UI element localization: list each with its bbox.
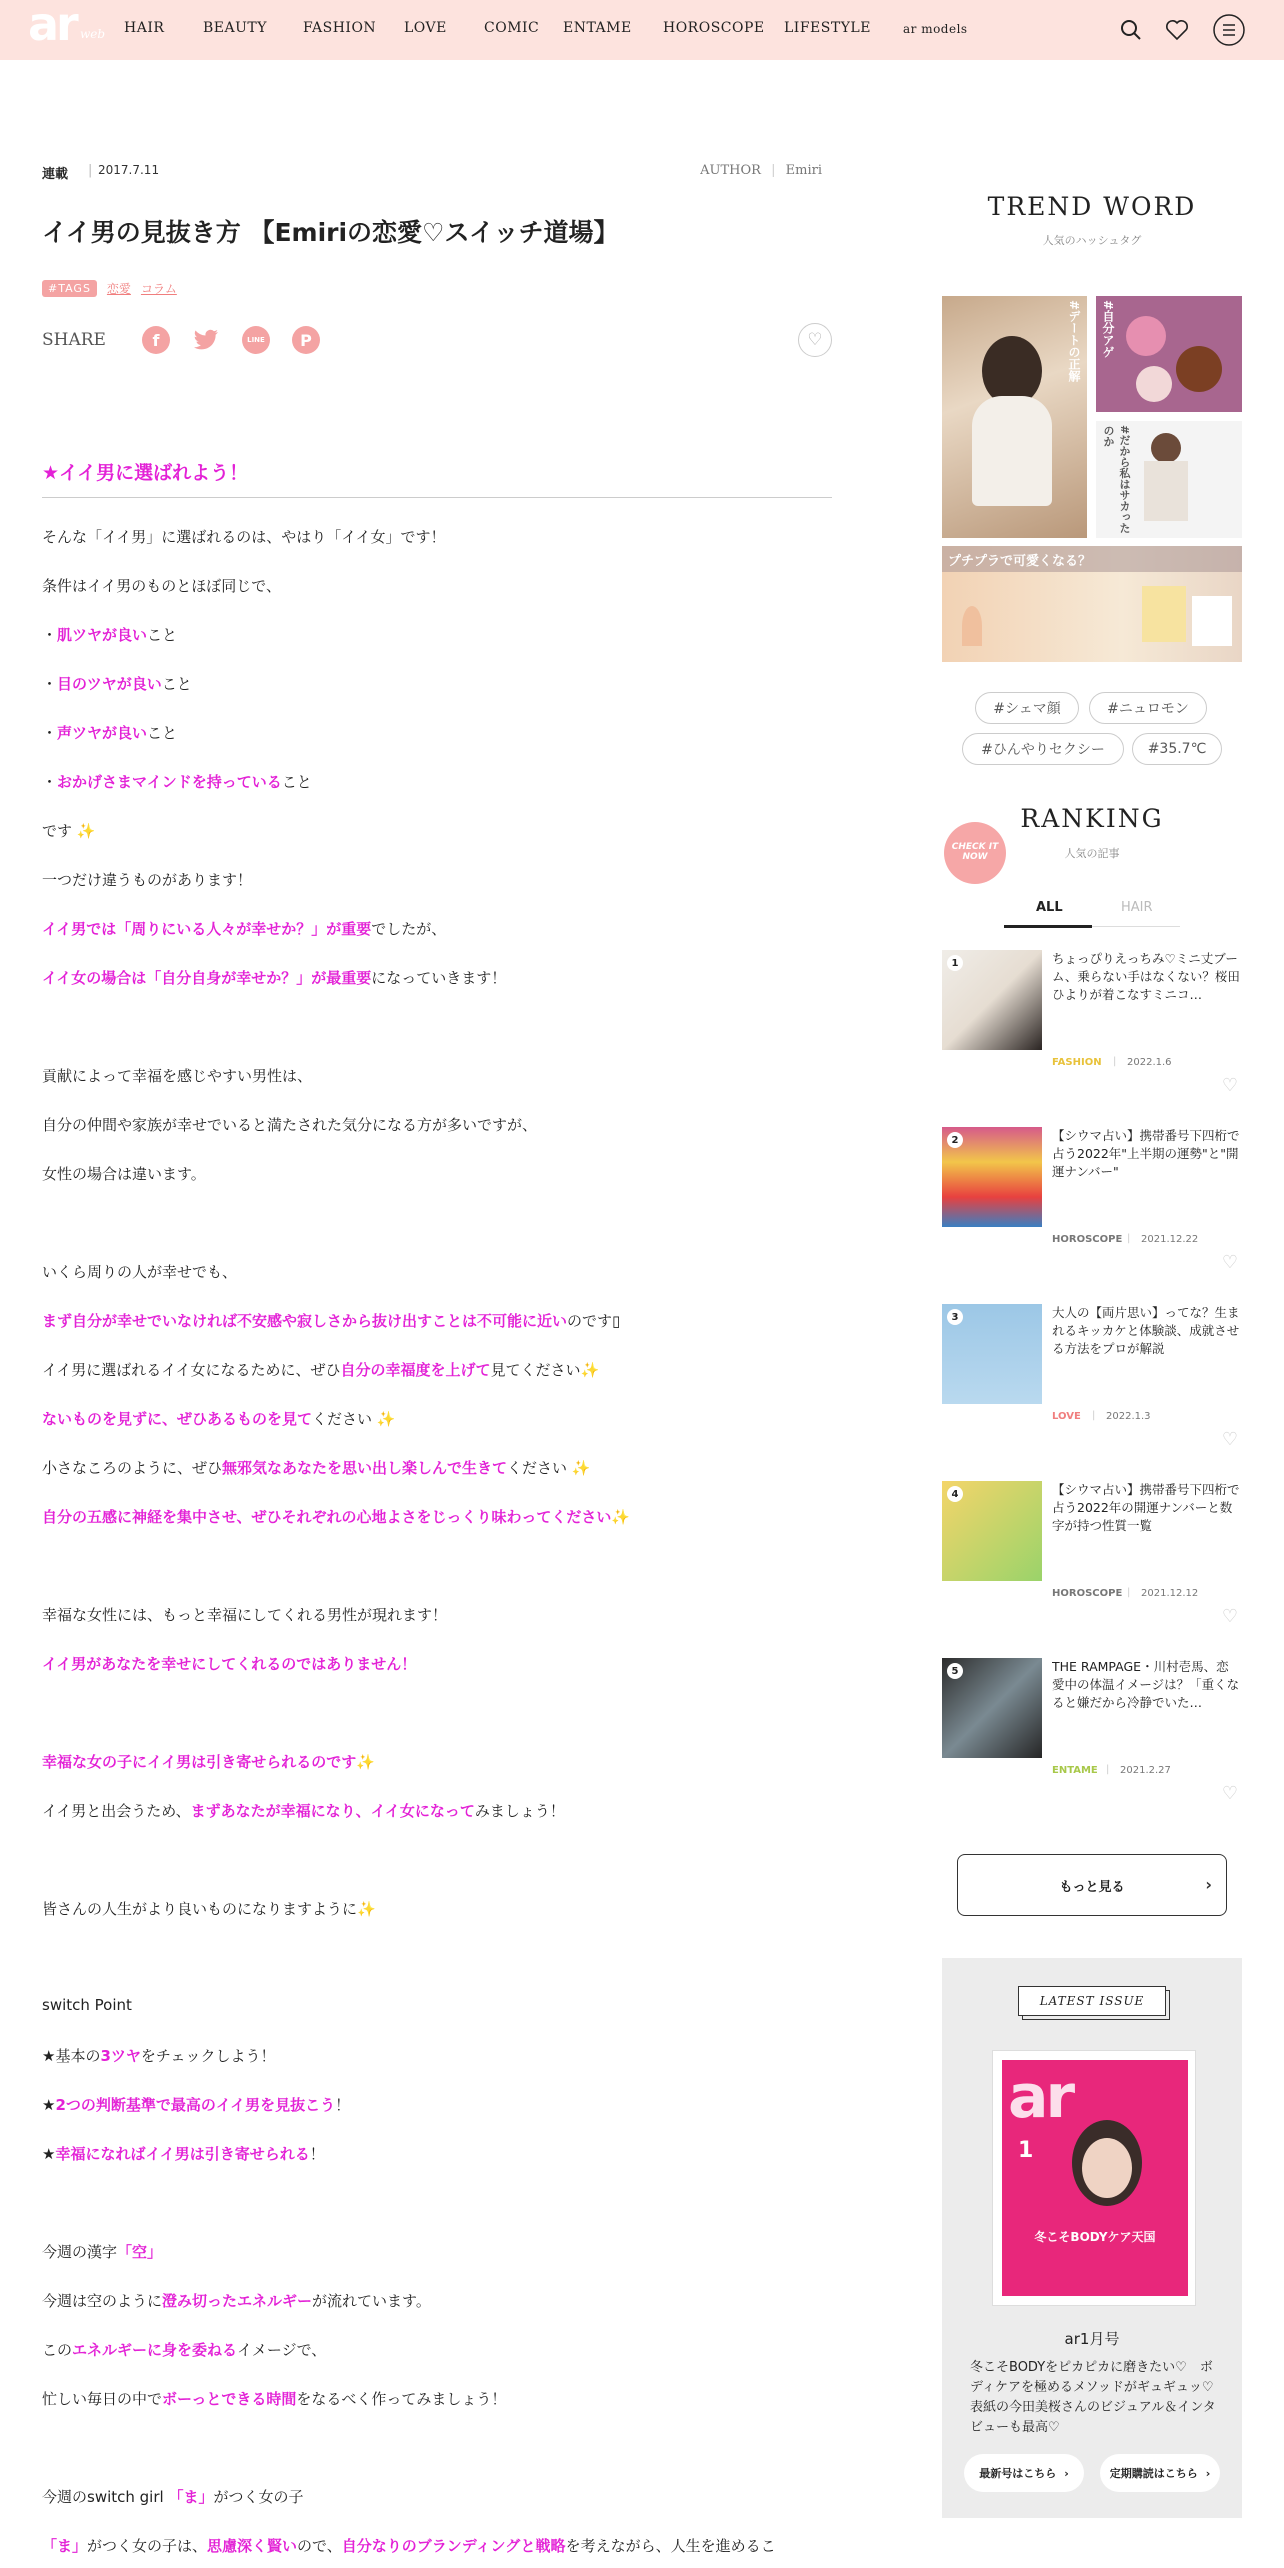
- ranking-category[interactable]: HOROSCOPE: [1052, 1588, 1123, 1599]
- article-paragraph: [42, 575, 281, 596]
- check-it-now-badge: CHECK IT NOW: [944, 822, 1006, 884]
- site-logo[interactable]: ar web: [28, 0, 106, 51]
- highlight-text: 肌ツヤが良い: [57, 626, 148, 644]
- trend-image-self[interactable]: [1096, 296, 1242, 412]
- latest-issue-button[interactable]: [964, 2454, 1084, 2492]
- ranking-item[interactable]: [942, 1658, 1242, 1818]
- body-text: ・: [42, 773, 58, 791]
- ranking-item[interactable]: [942, 1304, 1242, 1464]
- body-text: イメージで、: [237, 2341, 327, 2359]
- article-paragraph: [42, 2535, 776, 2556]
- tab-hair[interactable]: HAIR: [1121, 900, 1153, 915]
- pinterest-icon[interactable]: P: [292, 326, 320, 354]
- body-text: ください ✨: [507, 1459, 591, 1477]
- favorite-heart-icon[interactable]: ♡: [1221, 1252, 1238, 1273]
- body-text: 今週は空のように: [42, 2292, 163, 2310]
- photo-donut: [1136, 366, 1172, 402]
- magazine-cover[interactable]: [992, 2050, 1196, 2306]
- article-paragraph: [42, 1310, 620, 1331]
- ranking-thumbnail[interactable]: [942, 1658, 1042, 1758]
- body-text: 今週のswitch girl: [42, 2488, 169, 2506]
- latest-issue-button-label: 最新号はこちら: [979, 2467, 1057, 2480]
- body-text: になっていきます！: [371, 969, 507, 987]
- article-author[interactable]: [700, 163, 822, 178]
- photo-figure: [1144, 461, 1188, 521]
- article-paragraph: [42, 1506, 630, 1527]
- article-paragraph: [42, 869, 252, 890]
- ranking-headline[interactable]: THE RAMPAGE・川村壱馬、恋愛中の体温イメージは？「重くなると嫌だから冷静でいた…: [1052, 1659, 1240, 1710]
- ranking-title: RANKING: [1020, 804, 1164, 833]
- article-paragraph: [42, 1457, 590, 1478]
- author-name[interactable]: Emiri: [785, 163, 822, 178]
- article-paragraph: [42, 624, 177, 645]
- nav-love[interactable]: LOVE: [404, 20, 447, 36]
- trend-image-text: #自分アゲ: [1101, 300, 1115, 359]
- hashtag-chip[interactable]: #ひんやりセクシー: [962, 733, 1124, 765]
- article-paragraph: [42, 1800, 565, 1821]
- body-text: 見てください✨: [490, 1361, 600, 1379]
- highlight-text: おかげさまマインドを持っている: [57, 773, 282, 791]
- article-paragraph: [42, 1359, 599, 1380]
- nav-lifestyle[interactable]: LIFESTYLE: [784, 20, 871, 36]
- body-text: がつく女の子は、: [87, 2537, 208, 2555]
- trend-image-text: #だから私はサカったのか: [1102, 425, 1131, 534]
- article-paragraph: [42, 2094, 350, 2115]
- meta-divider: |: [1127, 1587, 1131, 1598]
- tags-badge: #TAGS: [42, 280, 97, 297]
- article-paragraph: [42, 2339, 326, 2360]
- body-text: 自分の仲間や家族が幸せでいると満たされた気分になる方が多いですが、: [42, 1116, 538, 1134]
- ranking-item[interactable]: [942, 950, 1242, 1110]
- highlight-text: 3ツヤ: [100, 2047, 141, 2065]
- chevron-right-icon: ›: [1205, 2466, 1211, 2480]
- article-title: イイ男の見抜き方 【Emiriの恋愛♡スイッチ道場】: [42, 218, 619, 247]
- article-paragraph: [42, 1751, 375, 1772]
- meta-divider: |: [1092, 1410, 1096, 1421]
- body-text: ★基本の: [42, 2047, 101, 2065]
- photo-figure: [1151, 433, 1181, 463]
- more-button[interactable]: [957, 1854, 1227, 1916]
- article-paragraph: [42, 1114, 537, 1135]
- meta-divider: |: [88, 163, 93, 178]
- subscribe-button[interactable]: [1100, 2454, 1220, 2492]
- rank-number: 5: [947, 1663, 963, 1679]
- body-text: そんな「イイ男」に選ばれるのは、やはり「イイ女」です！: [42, 528, 446, 546]
- cover-month: 1: [1018, 2138, 1034, 2163]
- facebook-icon[interactable]: f: [142, 326, 170, 354]
- highlight-text: 目のツヤが良い: [57, 675, 162, 693]
- tab-all[interactable]: ALL: [1036, 900, 1063, 915]
- section-divider: [42, 497, 832, 498]
- article-paragraph: [42, 820, 95, 841]
- issue-description: 冬こそBODYをピカピカに磨きたい♡ ボディケアを極めるメソッドがギュギュッ♡ 表紙の今田美桜さんのビジュアル＆インタビューも最高♡: [970, 2360, 1216, 2435]
- nav-fashion[interactable]: FASHION: [303, 20, 377, 36]
- author-divider: |: [771, 163, 776, 178]
- article-paragraph: [42, 722, 177, 743]
- trend-image-puchipura[interactable]: [942, 546, 1242, 662]
- hashtag-chip[interactable]: #ニュロモン: [1089, 692, 1207, 724]
- body-text: イイ男と出会うため、: [42, 1802, 191, 1820]
- highlight-text: 自分なりのブランディングと戦略: [341, 2537, 566, 2555]
- more-button-label: もっと見る: [1059, 1879, 1125, 1895]
- body-text: 幸福な女性には、もっと幸福にしてくれる男性が現れます！: [42, 1606, 448, 1624]
- ranking-headline[interactable]: 【シウマ占い】携帯番号下四桁で占う2022年の開運ナンバーと数字が持つ性質一覧: [1052, 1482, 1240, 1533]
- article-paragraph: [42, 2143, 325, 2164]
- highlight-text: 「ま」: [168, 2488, 214, 2506]
- meta-divider: |: [1106, 1764, 1110, 1775]
- tag-list: [42, 280, 177, 297]
- body-text: が流れています。: [312, 2292, 431, 2310]
- highlight-text: エネルギーに身を委ねる: [72, 2341, 238, 2359]
- trend-image-date[interactable]: [942, 296, 1087, 538]
- photo-flower: [962, 606, 982, 646]
- ranking-category[interactable]: LOVE: [1052, 1411, 1081, 1422]
- ranking-date: 2022.1.6: [1127, 1057, 1172, 1068]
- ranking-item[interactable]: [942, 1127, 1242, 1287]
- rank-number: 2: [947, 1132, 963, 1148]
- body-text: こと: [281, 773, 312, 791]
- body-text: 女性の場合は違います。: [42, 1165, 206, 1183]
- subscribe-button-label: 定期購読はこちら: [1109, 2467, 1198, 2480]
- nav-entame[interactable]: ENTAME: [563, 20, 632, 36]
- article-paragraph: [42, 526, 446, 547]
- body-text: ✨: [611, 1508, 631, 1526]
- body-text: こと: [161, 675, 192, 693]
- site-header: [0, 0, 1284, 60]
- hashtag-chip[interactable]: #シェマ顔: [975, 692, 1079, 724]
- body-text: がつく女の子: [213, 2488, 304, 2506]
- photo-figure: [972, 396, 1052, 506]
- ranking-category[interactable]: ENTAME: [1052, 1765, 1098, 1776]
- tab-active-indicator: [1004, 925, 1092, 928]
- body-text: 忙しい毎日の中で: [42, 2390, 163, 2408]
- favorite-heart-icon[interactable]: ♡: [1221, 1606, 1238, 1627]
- highlight-text: 幸福な女の子にイイ男は引き寄せられるのです✨: [42, 1753, 375, 1771]
- favorite-heart-icon[interactable]: ♡: [1221, 1783, 1238, 1804]
- body-text: こと: [147, 724, 178, 742]
- highlight-text: 自分の五感に神経を集中させ、ぜひそれぞれの心地よさをじっくり味わってください: [42, 1508, 612, 1526]
- meta-divider: |: [1113, 1056, 1117, 1067]
- nav-comic[interactable]: COMIC: [484, 20, 540, 36]
- highlight-text: 自分の幸福度を上げて: [340, 1361, 491, 1379]
- section-heading: ★イイ男に選ばれよう！: [42, 462, 249, 484]
- hashtag-chip[interactable]: #35.7℃: [1132, 733, 1222, 765]
- highlight-text: ボーっとできる時間: [162, 2390, 297, 2408]
- ranking-thumbnail[interactable]: [942, 1481, 1042, 1581]
- ranking-date: 2021.2.27: [1120, 1765, 1171, 1776]
- search-icon[interactable]: [1117, 16, 1145, 44]
- article-paragraph: [42, 2241, 162, 2262]
- favorite-heart-icon[interactable]: ♡: [798, 323, 832, 357]
- trend-image-text: #デートの正解: [1067, 300, 1081, 383]
- rank-number: 1: [947, 955, 963, 971]
- photo-donut: [1126, 316, 1166, 356]
- ranking-date: 2021.12.12: [1141, 1588, 1199, 1599]
- nav-hair[interactable]: HAIR: [124, 20, 165, 36]
- nav-beauty[interactable]: BEAUTY: [203, 20, 267, 36]
- body-text: 一つだけ違うものがあります！: [42, 871, 253, 889]
- body-text: イイ男に選ばれるイイ女になるために、ぜひ: [42, 1361, 341, 1379]
- issue-name: ar1月号: [1064, 2330, 1120, 2348]
- favorite-heart-icon[interactable]: ♡: [1221, 1075, 1238, 1096]
- tag-link[interactable]: コラム: [140, 282, 177, 296]
- cover-figure: [1082, 2138, 1132, 2198]
- body-text: ください ✨: [312, 1410, 396, 1428]
- twitter-icon[interactable]: [192, 326, 220, 354]
- body-text: のです▯: [567, 1312, 621, 1330]
- body-text: 今週の漢字: [42, 2243, 118, 2261]
- ranking-headline[interactable]: 【シウマ占い】携帯番号下四桁で占う2022年"上半期の運勢"と"開運ナンバー": [1052, 1128, 1240, 1179]
- highlight-text: 「ま」: [42, 2537, 88, 2555]
- ranking-category[interactable]: FASHION: [1052, 1057, 1102, 1068]
- body-text: この: [42, 2341, 73, 2359]
- ranking-thumbnail[interactable]: [942, 1304, 1042, 1404]
- share-bar: [42, 326, 320, 354]
- trend-image-text: プチプラで可愛くなる？: [948, 554, 1092, 569]
- article-paragraph: [42, 1261, 237, 1282]
- highlight-text: 2つの判断基準で最高のイイ男を見抜こう: [55, 2096, 336, 2114]
- author-label: AUTHOR: [700, 163, 761, 178]
- article-category[interactable]: 連載: [42, 167, 69, 182]
- article-paragraph: [42, 2388, 506, 2409]
- body-text: ので、: [297, 2537, 342, 2555]
- body-text: ★: [42, 2145, 56, 2163]
- heart-icon[interactable]: [1163, 16, 1191, 44]
- body-text: をなるべく作ってみましょう！: [296, 2390, 507, 2408]
- body-text: ★: [42, 2096, 56, 2114]
- body-text: ・: [42, 675, 58, 693]
- article-paragraph: [42, 1065, 312, 1086]
- body-text: です ✨: [42, 822, 96, 840]
- highlight-text: まず自分が幸せでいなければ不安感や寂しさから抜け出すことは不可能に近い: [42, 1312, 568, 1330]
- body-text: ！: [335, 2096, 351, 2114]
- highlight-text: ないものを見ずに、ぜひあるものを見て: [42, 1410, 313, 1428]
- rank-number: 4: [947, 1486, 963, 1502]
- highlight-text: 思慮深く賢い: [207, 2537, 298, 2555]
- trend-image-sakatta[interactable]: [1096, 421, 1242, 538]
- trend-word-subtitle: 人気のハッシュタグ: [1042, 234, 1142, 247]
- article-paragraph: [42, 2290, 431, 2311]
- ranking-category[interactable]: HOROSCOPE: [1052, 1234, 1123, 1245]
- ranking-thumbnail[interactable]: [942, 950, 1042, 1050]
- article-paragraph: [42, 771, 312, 792]
- ranking-item[interactable]: [942, 1481, 1242, 1641]
- body-text: を考えながら、人生を進めるこ: [565, 2537, 776, 2555]
- ranking-date: 2021.12.22: [1141, 1234, 1199, 1245]
- highlight-text: 幸福になればイイ男は引き寄せられる: [55, 2145, 310, 2163]
- ranking-thumbnail[interactable]: [942, 1127, 1042, 1227]
- favorite-heart-icon[interactable]: ♡: [1221, 1429, 1238, 1450]
- cover-logo: ar: [1008, 2062, 1073, 2132]
- menu-icon[interactable]: [1213, 14, 1245, 46]
- trend-word-title: TREND WORD: [987, 192, 1197, 221]
- article-paragraph: [42, 967, 506, 988]
- body-text: をチェックしよう！: [140, 2047, 276, 2065]
- latest-issue-label: LATEST ISSUE: [1018, 1986, 1166, 2016]
- ranking-headline[interactable]: ちょっぴりえっちみ♡ミニ丈ブーム、乗らない手はなくない？桜田ひよりが着こなすミニコ…: [1052, 951, 1240, 1002]
- highlight-text: イイ男があなたを幸せにしてくれるのではありません！: [42, 1655, 417, 1673]
- highlight-text: 「空」: [117, 2243, 163, 2261]
- body-text: 皆さんの人生がより良いものになりますように✨: [42, 1900, 376, 1918]
- nav-horoscope[interactable]: HOROSCOPE: [663, 20, 765, 36]
- body-text: みましょう！: [474, 1802, 565, 1820]
- body-text: 貢献によって幸福を感じやすい男性は、: [42, 1067, 313, 1085]
- highlight-text: 声ツヤが良い: [57, 724, 148, 742]
- body-text: ！: [309, 2145, 325, 2163]
- article-paragraph: [42, 1653, 416, 1674]
- article-paragraph: [42, 1163, 206, 1184]
- ranking-subtitle: 人気の記事: [1064, 847, 1120, 860]
- photo-card: [1192, 596, 1232, 646]
- share-label: SHARE: [42, 330, 106, 350]
- photo-card: [1142, 586, 1186, 642]
- article-paragraph: [42, 2045, 275, 2066]
- highlight-text: 澄み切ったエネルギー: [162, 2292, 313, 2310]
- article-paragraph: [42, 1898, 376, 1919]
- article-paragraph: [42, 1996, 132, 2014]
- ranking-headline[interactable]: 大人の【両片思い】ってな？生まれるキッカケと体験談、成就させる方法をプロが解説: [1052, 1305, 1240, 1356]
- nav-ar-models[interactable]: ar models: [903, 22, 968, 36]
- body-text: いくら周りの人が幸せでも、: [42, 1263, 238, 1281]
- ranking-date: 2022.1.3: [1106, 1411, 1151, 1422]
- tag-link[interactable]: 恋愛: [106, 282, 131, 296]
- photo-donut: [1176, 346, 1222, 392]
- article-paragraph: [42, 673, 192, 694]
- meta-divider: |: [1127, 1233, 1131, 1244]
- cover-image: [1002, 2060, 1188, 2296]
- rank-number: 3: [947, 1309, 963, 1325]
- body-text: こと: [147, 626, 178, 644]
- body-text: ・: [42, 626, 58, 644]
- article-date: 2017.7.11: [98, 163, 160, 177]
- article-paragraph: [42, 1408, 395, 1429]
- body-text: ・: [42, 724, 58, 742]
- article-paragraph: [42, 918, 446, 939]
- cover-headline: 冬こそBODYケア天国: [1034, 2230, 1156, 2244]
- highlight-text: 無邪気なあなたを思い出し楽しんで生きて: [222, 1459, 508, 1477]
- highlight-text: まずあなたが幸福になり、イイ女になって: [190, 1802, 475, 1820]
- article-paragraph: [42, 1604, 447, 1625]
- highlight-text: イイ男では「周りにいる人々が幸せか？」が重要: [42, 920, 372, 938]
- body-text: switch Point: [42, 1996, 132, 2014]
- chevron-right-icon: ›: [1205, 1875, 1212, 1894]
- highlight-text: イイ女の場合は「自分自身が幸せか？」が最重要: [42, 969, 372, 987]
- article-paragraph: [42, 2486, 303, 2507]
- latest-issue-box: [942, 1958, 1242, 2518]
- chevron-right-icon: ›: [1064, 2466, 1069, 2480]
- body-text: でしたが、: [371, 920, 447, 938]
- line-icon[interactable]: LINE: [242, 326, 270, 354]
- body-text: 条件はイイ男のものとほぼ同じで、: [42, 577, 281, 595]
- body-text: 小さなころのように、ぜひ: [42, 1459, 223, 1477]
